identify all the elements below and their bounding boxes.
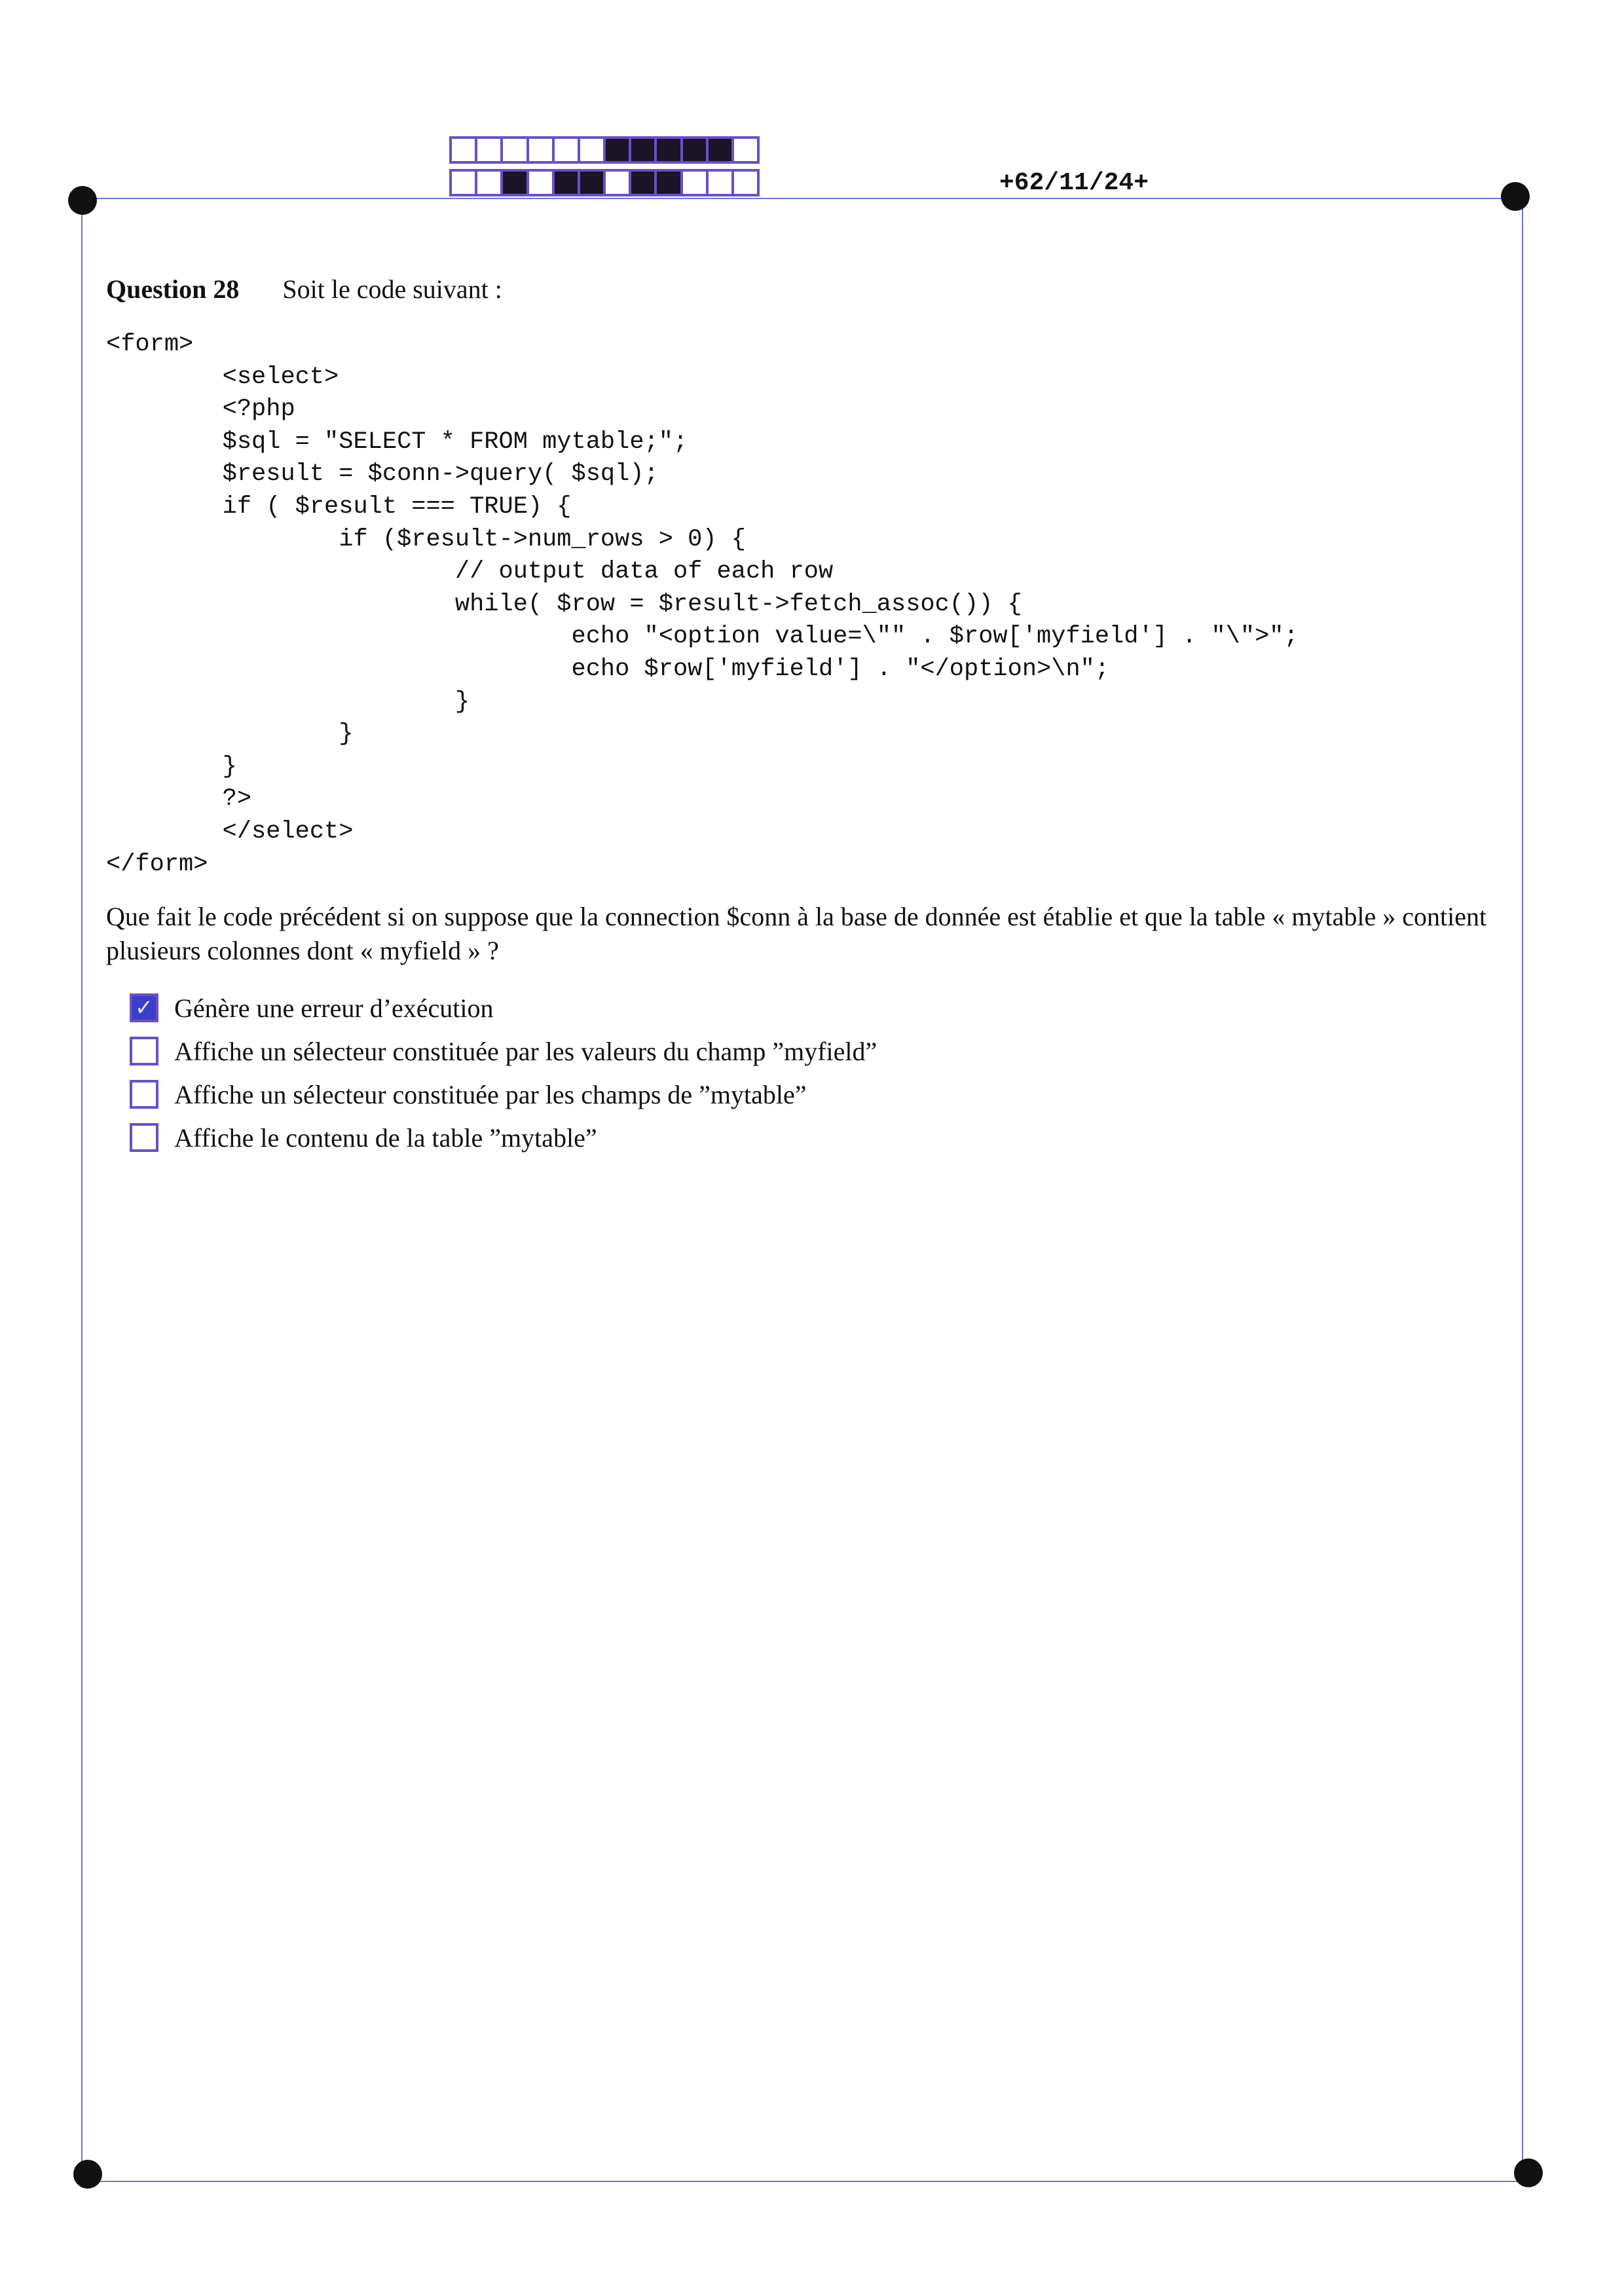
- answer-checkbox[interactable]: [130, 993, 158, 1022]
- answer-checkbox[interactable]: [130, 1037, 158, 1065]
- corner-marker-bottom-left: [73, 2160, 102, 2189]
- barcode-cell: [475, 169, 503, 196]
- answer-option[interactable]: [130, 1029, 877, 1073]
- barcode-cell: [706, 169, 734, 196]
- question-prompt: Que fait le code précédent si on suppose que la connection $conn à la base de donnée est établie et que la table « mytable » contient plusieurs colonnes dont « myfield » ?: [106, 902, 1487, 965]
- barcode-cell: [526, 169, 555, 196]
- answer-checkbox[interactable]: [130, 1123, 158, 1152]
- barcode-cell: [449, 169, 477, 196]
- barcode-cell: [500, 169, 528, 196]
- barcode-cell: [654, 169, 682, 196]
- barcode-cell: [552, 136, 580, 164]
- barcode-cell: [706, 136, 734, 164]
- barcode-cell: [603, 169, 631, 196]
- answer-option[interactable]: [130, 1116, 877, 1159]
- answer-option[interactable]: [130, 986, 877, 1029]
- code-block: <form> <select> <?php $sql = "SELECT * FROM mytable;"; $result = $conn->query( $sql); if ( $result === TRUE) { if ($result->num_rows > 0) { // output data of each row while( $row = $result->fetch_assoc()) { echo "<option value=\"" . $row['myfield'] . "\">"; echo $row['myfield'] . "</option>\n"; } } } ?> </select> </form>: [106, 331, 1299, 878]
- barcode-cell: [526, 136, 555, 164]
- barcode-cell: [578, 169, 606, 196]
- barcode-cell: [449, 136, 477, 164]
- answer-list: [130, 986, 877, 1159]
- answer-label: Affiche un sélecteur constituée par les valeurs du champ ”myfield”: [174, 1036, 877, 1066]
- barcode-cell: [475, 136, 503, 164]
- page-id: +62/11/24+: [999, 169, 1149, 197]
- corner-marker-top-right: [1501, 182, 1530, 211]
- barcode-cell: [552, 169, 580, 196]
- question-heading: [106, 274, 502, 305]
- barcode-row-2: [449, 169, 757, 196]
- corner-marker-bottom-right: [1514, 2158, 1543, 2187]
- answer-label: Génère une erreur d’exécution: [174, 993, 494, 1023]
- barcode-cell: [654, 136, 682, 164]
- barcode-row-1: [449, 136, 757, 164]
- barcode-cell: [731, 169, 760, 196]
- barcode-cell: [500, 136, 528, 164]
- barcode-cell: [578, 136, 606, 164]
- corner-marker-top-left: [68, 186, 97, 215]
- answer-label: Affiche le contenu de la table ”mytable”: [174, 1122, 597, 1153]
- answer-checkbox[interactable]: [130, 1080, 158, 1109]
- answer-option[interactable]: [130, 1073, 877, 1116]
- barcode-cell: [603, 136, 631, 164]
- question-intro: Soit le code suivant :: [282, 274, 502, 304]
- question-label: Question 28: [106, 274, 240, 304]
- answer-label: Affiche un sélecteur constituée par les champs de ”mytable”: [174, 1079, 807, 1109]
- barcode-cell: [680, 136, 709, 164]
- check-mark-icon: ✓: [134, 995, 154, 1021]
- barcode-cell: [731, 136, 760, 164]
- barcode-cell: [629, 169, 657, 196]
- barcode-cell: [629, 136, 657, 164]
- barcode-cell: [680, 169, 709, 196]
